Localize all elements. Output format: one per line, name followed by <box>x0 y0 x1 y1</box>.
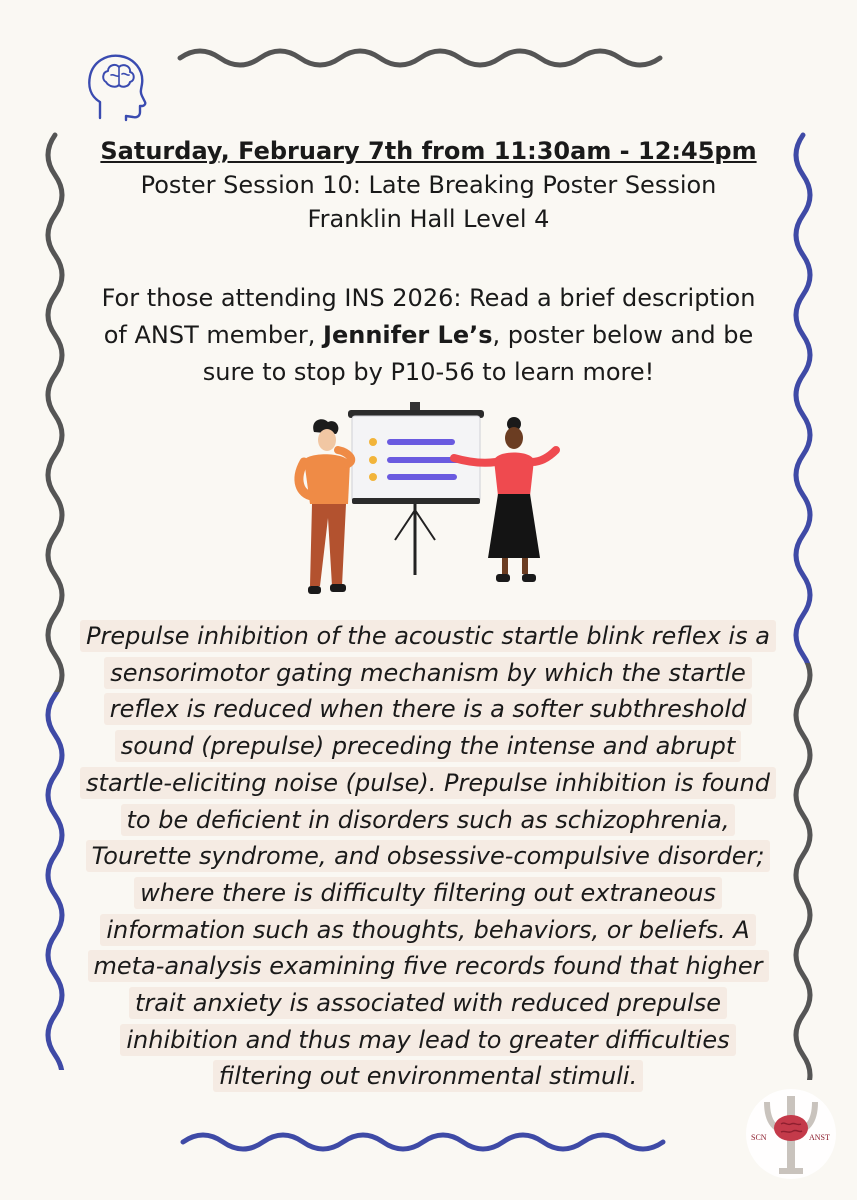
bottom-wave-border <box>178 1122 678 1162</box>
head-with-brain-icon <box>82 50 148 122</box>
logo-left-text: SCN <box>751 1133 767 1142</box>
left-wave-border <box>35 130 75 1070</box>
presenter-name: Jennifer Le’s <box>323 321 493 349</box>
logo-right-text: ANST <box>809 1133 830 1142</box>
event-date-time: Saturday, February 7th from 11:30am - 12:45pm <box>100 137 757 165</box>
right-wave-border <box>783 130 823 1080</box>
session-title: Poster Session 10: Late Breaking Poster Session <box>140 171 717 199</box>
top-wave-border <box>175 38 675 78</box>
intro-paragraph <box>90 280 767 391</box>
presentation-board-illustration <box>270 400 570 615</box>
poster-abstract <box>78 618 778 1095</box>
intro-text-before: For those attending INS 2026: Read a brief description of ANST member, <box>101 284 756 349</box>
event-header <box>90 134 767 236</box>
psi-brain-logo <box>745 1088 837 1180</box>
intro-text-after: , poster below and be sure to stop by P10-56 to learn more! <box>202 321 754 386</box>
abstract-text: Prepulse inhibition of the acoustic startle blink reflex is a sensorimotor gating mechanism by which the startle reflex is reduced when there is a softer subthreshold sound (prepulse) preceding the intense and abrupt startle-eliciting noise (pulse). Prepulse inhibition is found to be deficient in disorders such as schizophrenia, Tourette syndrome, and obsessive-compulsive disorder; where there is difficulty filtering out extraneous information such as thoughts, behaviors, or beliefs. A meta-analysis examining five records found that higher trait anxiety is associated with reduced prepulse inhibition and thus may lead to greater difficulties filtering out environmental stimuli. <box>80 620 776 1092</box>
event-location: Franklin Hall Level 4 <box>307 205 550 233</box>
